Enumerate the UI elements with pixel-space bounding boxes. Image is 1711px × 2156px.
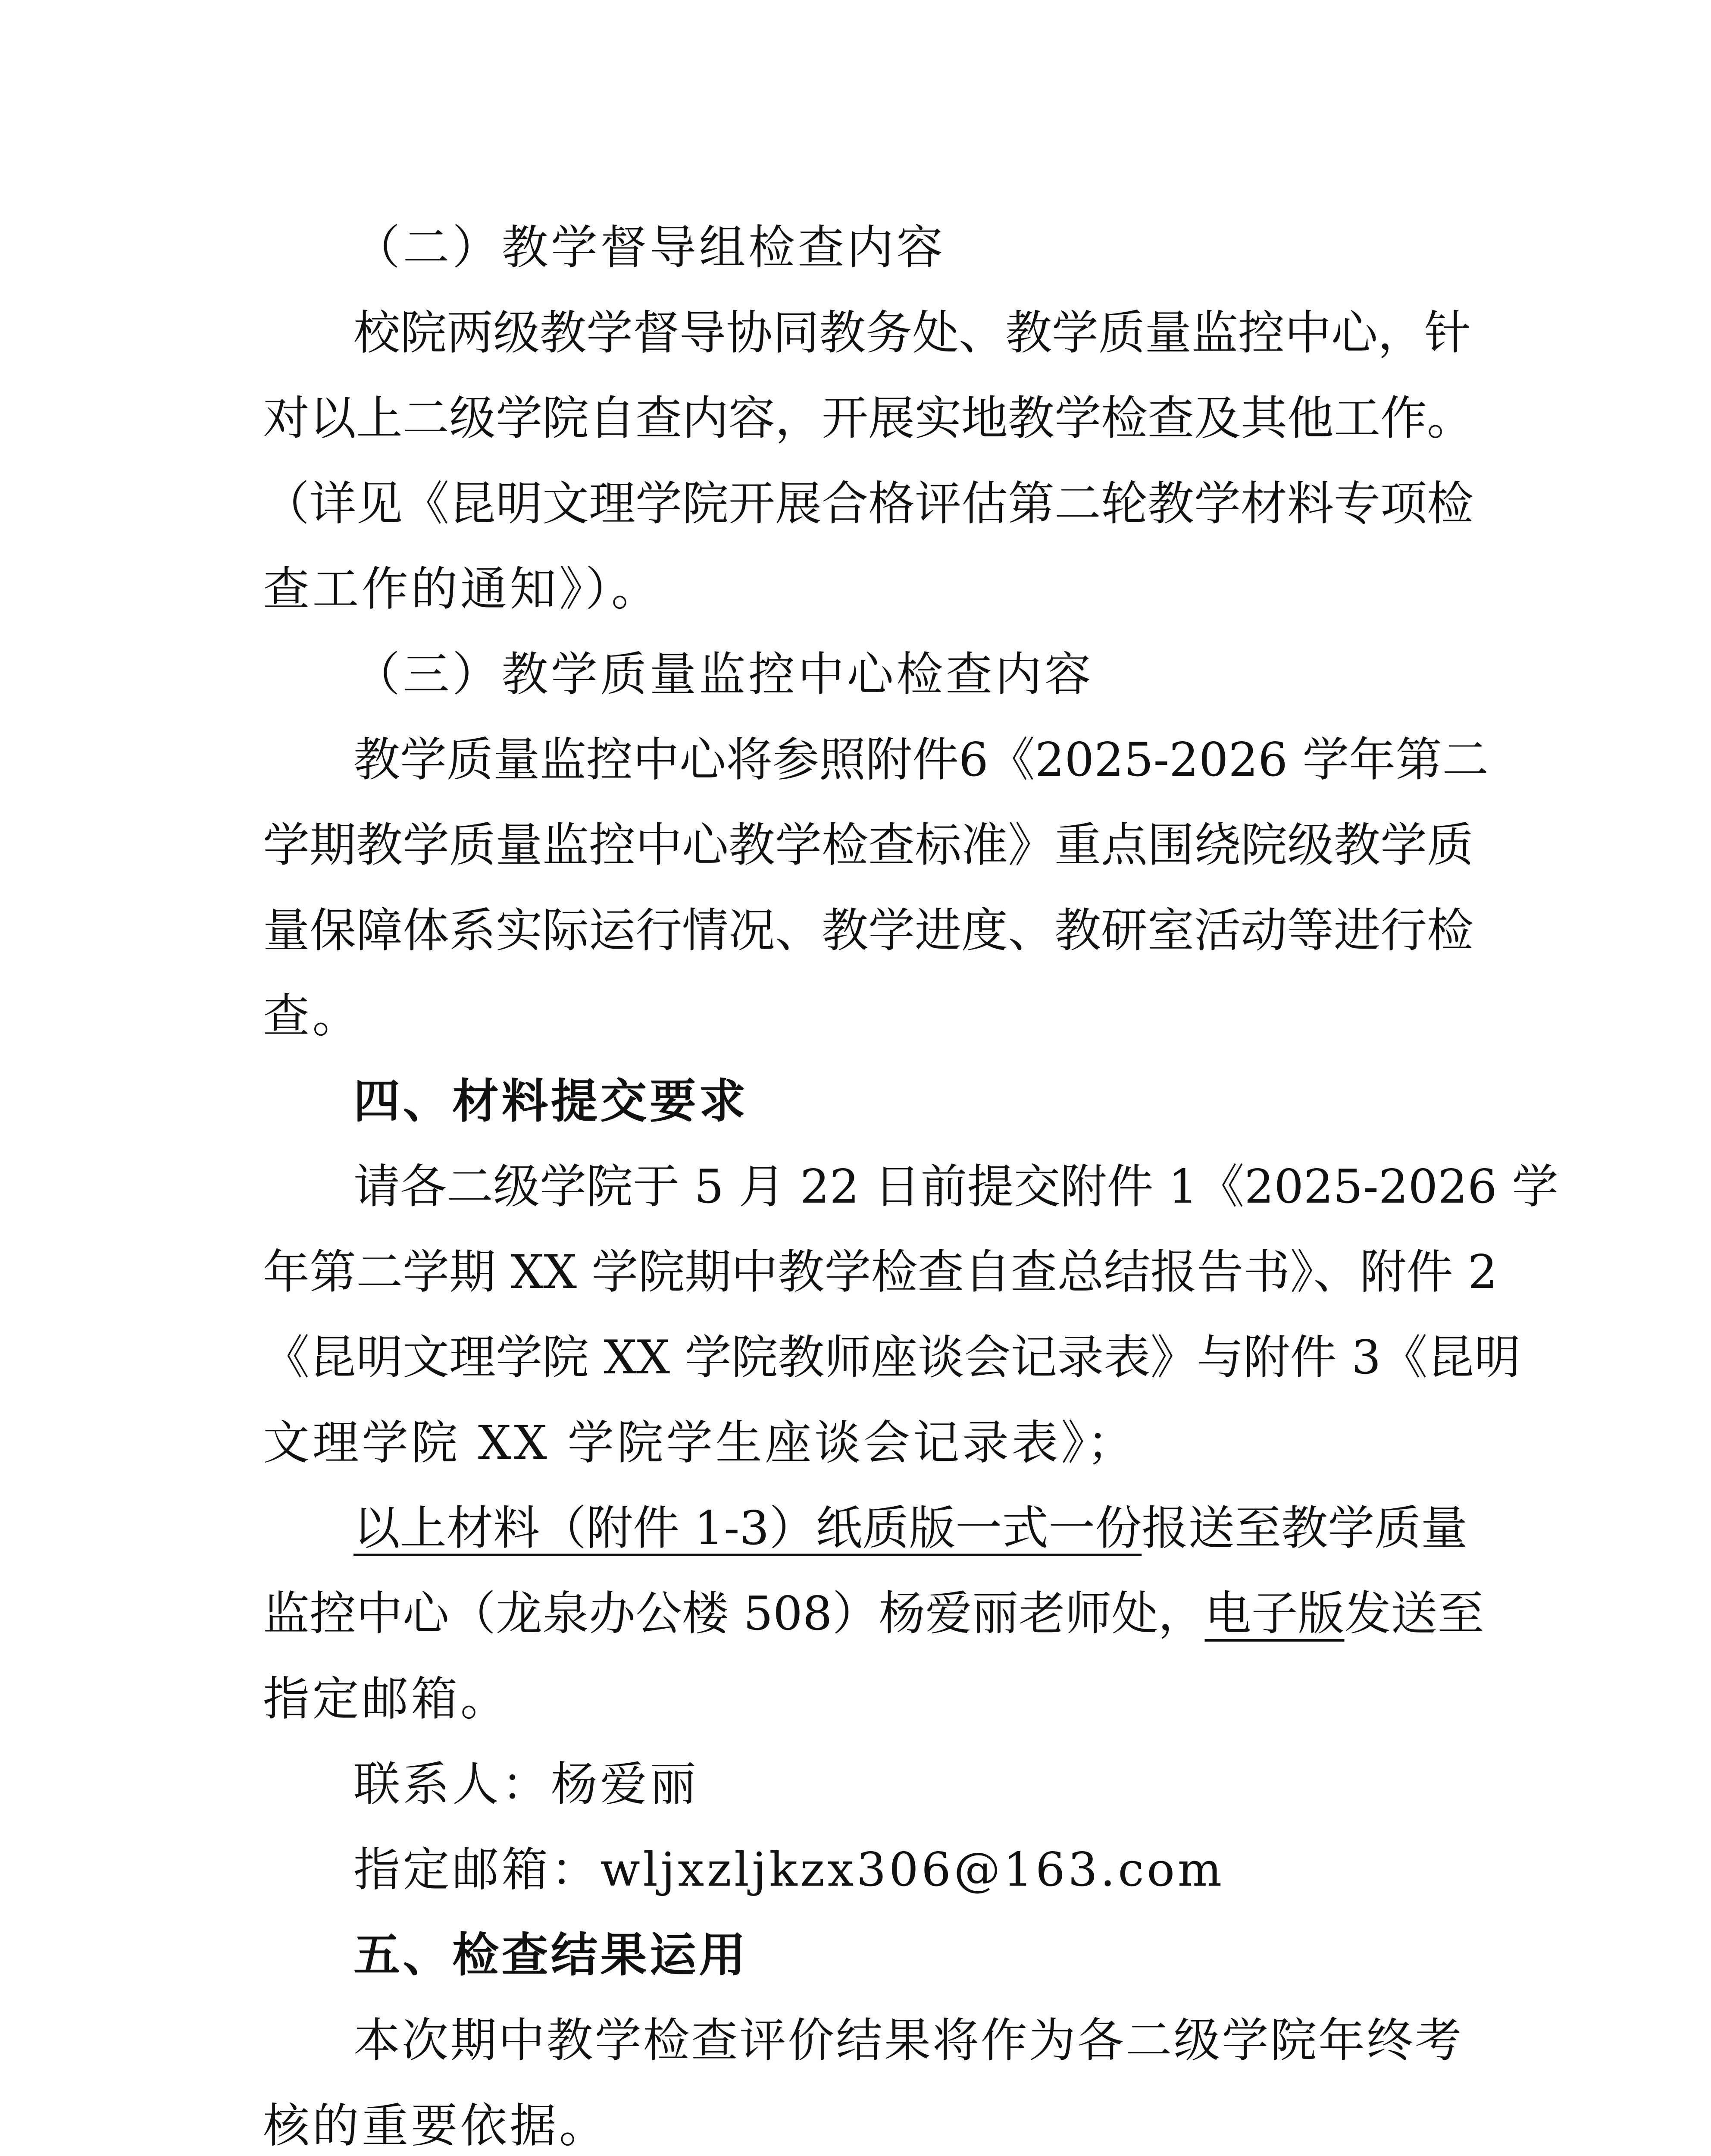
paragraph-line: 联系人：杨爱丽	[353, 1758, 699, 1811]
body-text: 发送至	[1344, 1587, 1484, 1641]
paragraph-line: 量保障体系实际运行情况、教学进度、教研室活动等进行检	[263, 904, 1474, 958]
body-text: 报送至教学质量	[1142, 1501, 1468, 1555]
paragraph-line: 核的重要依据。	[263, 2099, 609, 2153]
paragraph-line: 年第二学期 XX 学院期中教学检查自查总结报告书》、附件 2	[263, 1245, 1498, 1299]
paragraph-line: 查。	[263, 989, 362, 1043]
paragraph-line: 本次期中教学检查评价结果将作为各二级学院年终考	[353, 2014, 1461, 2068]
paragraph-line	[353, 1498, 1468, 1559]
paragraph-line: 查工作的通知》）。	[263, 562, 661, 616]
paragraph-line: （三）教学质量监控中心检查内容	[353, 648, 1094, 702]
section-heading: 五、检查结果运用	[353, 1928, 748, 1982]
paragraph-line: （二）教学督导组检查内容	[353, 221, 946, 275]
paragraph-line	[263, 1584, 1484, 1644]
paragraph-line: 教学质量监控中心将参照附件6《2025-2026 学年第二	[353, 733, 1489, 787]
body-text: 监控中心（龙泉办公楼 508）杨爱丽老师处，	[263, 1587, 1205, 1641]
paragraph-line: 请各二级学院于 5 月 22 日前提交附件 1《2025-2026 学	[353, 1160, 1559, 1214]
underlined-text: 以上材料（附件 1-3）纸质版一式一份	[353, 1501, 1142, 1555]
paragraph-line: 《昆明文理学院 XX 学院教师座谈会记录表》与附件 3《昆明	[263, 1331, 1521, 1385]
paragraph-line: 对以上二级学院自查内容，开展实地教学检查及其他工作。	[263, 392, 1474, 445]
paragraph-line: （详见《昆明文理学院开展合格评估第二轮教学材料专项检	[263, 477, 1474, 531]
paragraph-line: 指定邮箱。	[263, 1672, 510, 1726]
paragraph-line: 文理学院 XX 学院学生座谈会记录表》；	[263, 1416, 1137, 1470]
underlined-text: 电子版	[1204, 1587, 1345, 1641]
paragraph-line: 学期教学质量监控中心教学检查标准》重点围绕院级教学质	[263, 818, 1474, 872]
paragraph-line: 指定邮箱：wljxzljkzx306@163.com	[353, 1843, 1225, 1897]
section-heading: 四、材料提交要求	[353, 1075, 748, 1128]
paragraph-line: 校院两级教学督导协同教务处、教学质量监控中心，针	[353, 306, 1471, 360]
